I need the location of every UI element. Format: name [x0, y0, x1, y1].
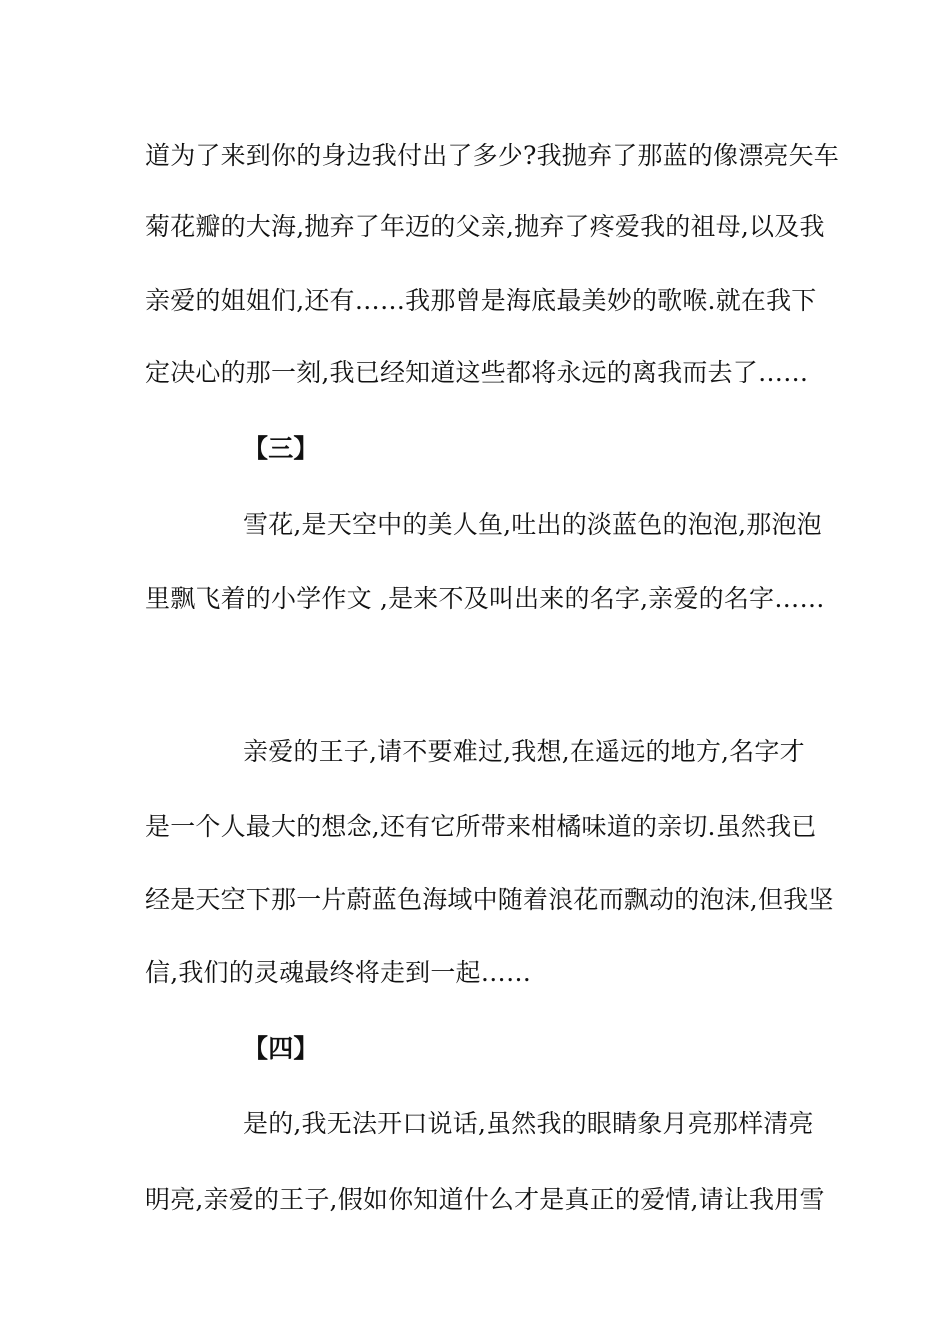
- section-heading: 【四】: [243, 1034, 319, 1063]
- paragraph-line: 经是天空下那一片蔚蓝色海域中随着浪花而飘动的泡沫,但我坚: [145, 885, 834, 914]
- paragraph-line: 亲爱的姐姐们,还有……我那曾是海底最美妙的歌喉.就在我下: [145, 286, 817, 315]
- section-heading: 【三】: [243, 434, 319, 463]
- paragraph-line: 亲爱的王子,请不要难过,我想,在遥远的地方,名字才: [243, 737, 805, 766]
- paragraph-line: 是一个人最大的想念,还有它所带来柑橘味道的亲切.虽然我已: [145, 812, 817, 841]
- paragraph-line: 信,我们的灵魂最终将走到一起……: [145, 958, 532, 987]
- paragraph-line: 是的,我无法开口说话,虽然我的眼睛象月亮那样清亮: [243, 1109, 814, 1138]
- paragraph-line: 雪花,是天空中的美人鱼,吐出的淡蓝色的泡泡,那泡泡: [243, 510, 822, 539]
- paragraph-line: 道为了来到你的身边我付出了多少?我抛弃了那蓝的像漂亮矢车: [145, 141, 840, 170]
- paragraph-line: 定决心的那一刻,我已经知道这些都将永远的离我而去了……: [145, 358, 809, 387]
- paragraph-line: 明亮,亲爱的王子,假如你知道什么才是真正的爱情,请让我用雪: [145, 1185, 825, 1214]
- paragraph-line: 菊花瓣的大海,抛弃了年迈的父亲,抛弃了疼爱我的祖母,以及我: [145, 212, 825, 241]
- paragraph-line: 里飘飞着的小学作文 ,是来不及叫出来的名字,亲爱的名字……: [145, 584, 825, 613]
